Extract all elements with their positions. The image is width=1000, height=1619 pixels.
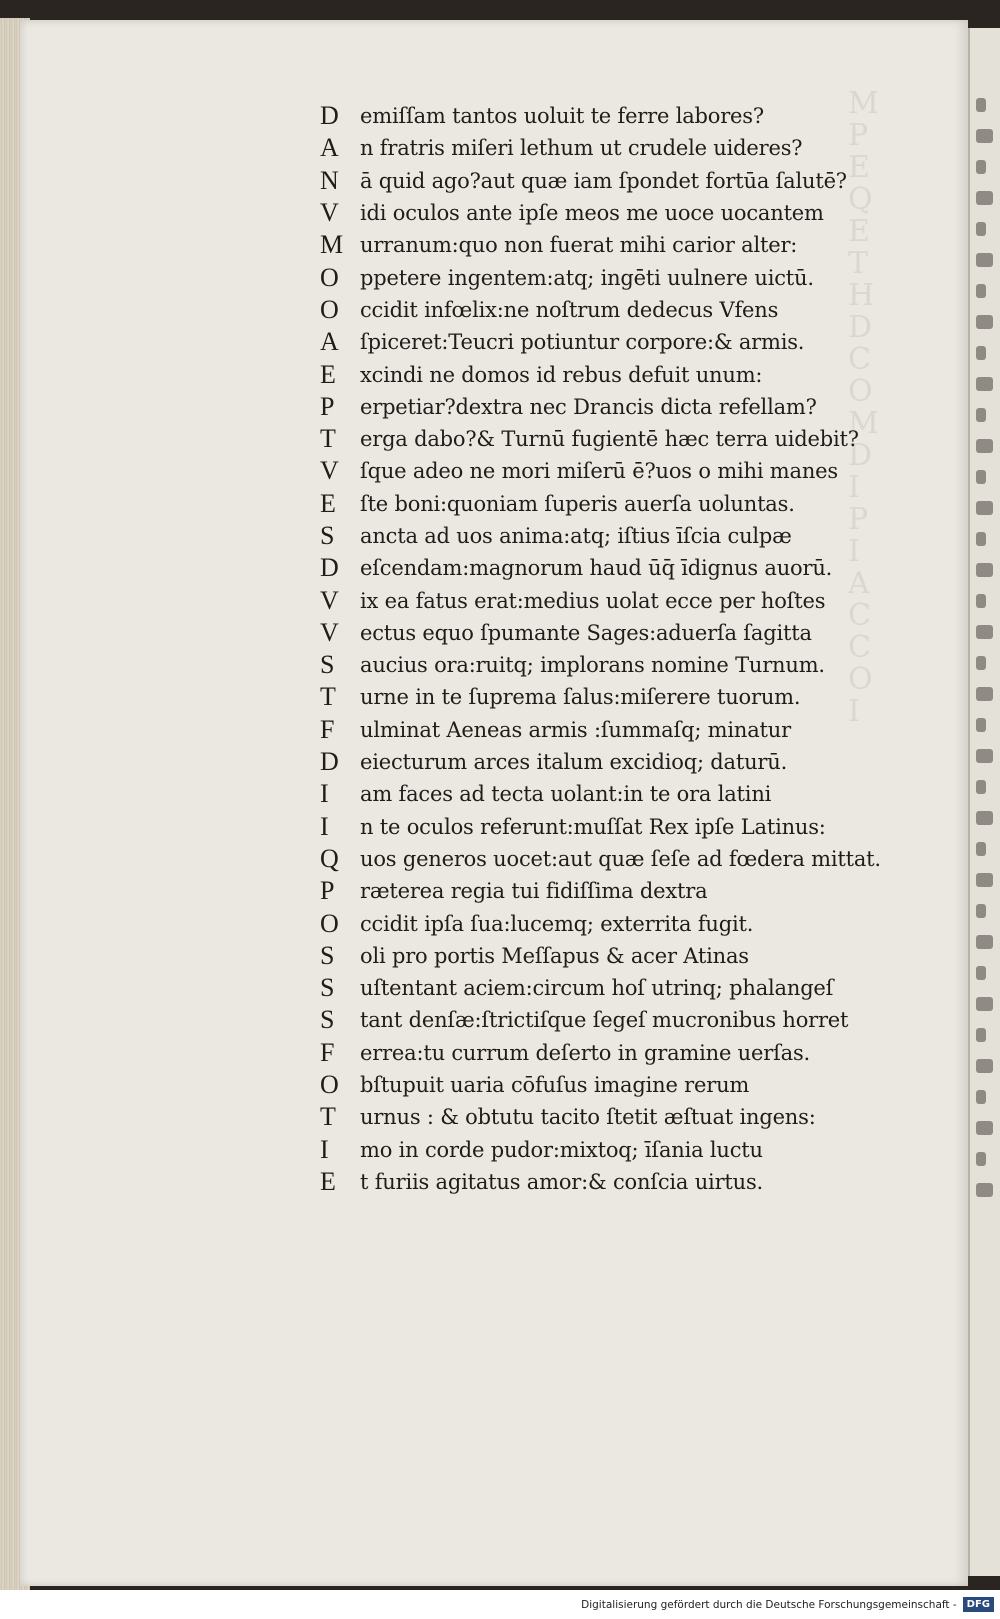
adjacent-page-fragment xyxy=(976,625,993,639)
adjacent-page-fragment xyxy=(976,160,986,174)
verse-initial: P xyxy=(320,876,335,906)
verse-text: emiſſam tantos uoluit te ferre labores? xyxy=(360,104,764,129)
verse-text: ſque adeo ne mori miſerū ē?uos o mihi manes xyxy=(360,459,838,484)
verse-line xyxy=(320,455,880,487)
verse-text: ccidit ipſa ſua:lucemq; exterrita fugit. xyxy=(360,911,754,936)
adjacent-page-fragment xyxy=(976,904,986,918)
verse-initial: A xyxy=(320,327,339,357)
verse-text: ix ea fatus erat:medius uolat ecce per hoſtes xyxy=(360,588,826,613)
adjacent-page-fragment xyxy=(976,439,993,453)
adjacent-page-fragment xyxy=(976,687,993,701)
verse-initial: D xyxy=(320,747,339,777)
adjacent-page-fragment xyxy=(976,563,993,577)
verse-initial: A xyxy=(320,133,339,163)
book-page xyxy=(20,20,968,1586)
verse-line xyxy=(320,229,880,261)
adjacent-page-fragment xyxy=(976,408,986,422)
verse-line xyxy=(320,1037,880,1069)
adjacent-page-fragment xyxy=(976,129,993,143)
footer-bar xyxy=(0,1590,1000,1619)
verse-text: ppetere ingentem:atq; ingēti uulnere uictū. xyxy=(360,265,814,290)
dfg-logo: DFG xyxy=(963,1597,994,1612)
adjacent-page-fragment xyxy=(976,997,993,1011)
verse-line xyxy=(320,1166,880,1198)
verse-line xyxy=(320,681,880,713)
verse-line xyxy=(320,811,880,843)
verse-line xyxy=(320,1101,880,1133)
verse-line xyxy=(320,843,880,875)
verse-text: erga dabo?& Turnū fugientē hæc terra uidebit? xyxy=(360,427,859,452)
verse-initial: N xyxy=(320,165,339,195)
verse-line xyxy=(320,294,880,326)
adjacent-page-fragment xyxy=(976,1152,986,1166)
verse-initial: O xyxy=(320,908,339,938)
verse-text: uos generos uocet:aut quæ ſeſe ad fœdera mittat. xyxy=(360,846,881,871)
verse-initial: M xyxy=(320,230,344,260)
adjacent-page-fragment xyxy=(976,1028,986,1042)
verse-text: ræterea regia tui fidiſſima dextra xyxy=(360,879,708,904)
adjacent-page-fragment xyxy=(976,656,986,670)
show-through-text: M P E Q E T H D C O M D I P I A C C O I xyxy=(848,86,879,729)
verse-line xyxy=(320,261,880,293)
verse-line xyxy=(320,746,880,778)
verse-text: ſpiceret:Teucri potiuntur corpore:& armis. xyxy=(360,330,805,355)
adjacent-page-fragment xyxy=(976,718,986,732)
adjacent-page-fragment xyxy=(976,284,986,298)
adjacent-page-fragment xyxy=(976,346,986,360)
verse-line xyxy=(320,1004,880,1036)
verse-line xyxy=(320,326,880,358)
verse-initial: T xyxy=(320,424,336,454)
verse-initial: I xyxy=(320,779,329,809)
verse-text: ectus equo ſpumante Sages:aduerſa ſagitta xyxy=(360,620,812,645)
verse-block xyxy=(320,100,880,1198)
verse-text: n fratris miſeri lethum ut crudele uideres? xyxy=(360,136,803,161)
verse-line xyxy=(320,714,880,746)
verse-line xyxy=(320,552,880,584)
verse-initial: O xyxy=(320,294,339,324)
verse-text: ā quid ago?aut quæ iam ſpondet fortūa ſalutē? xyxy=(360,168,847,193)
verse-initial: O xyxy=(320,262,339,292)
adjacent-page-fragment xyxy=(976,1183,993,1197)
verse-text: ancta ad uos anima:atq; iſtius īſcia culpæ xyxy=(360,524,792,548)
verse-line xyxy=(320,778,880,810)
verse-line xyxy=(320,100,880,132)
verse-text: am faces ad tecta uolant:in te ora latini xyxy=(360,782,772,807)
verse-initial: S xyxy=(320,521,335,550)
verse-text: mo in corde pudor:mixtoq; īſania luctu xyxy=(360,1137,763,1162)
verse-text: tant denſæ:ſtrictiſque ſegeſ mucronibus horret xyxy=(360,1008,849,1033)
adjacent-page-fragment xyxy=(976,377,993,391)
verse-line xyxy=(320,132,880,164)
verse-line xyxy=(320,907,880,939)
verse-line xyxy=(320,391,880,423)
verse-line xyxy=(320,423,880,455)
verse-line xyxy=(320,649,880,681)
adjacent-page-fragment xyxy=(976,532,986,546)
verse-line xyxy=(320,1134,880,1166)
verse-text: ccidit infœlix:ne noſtrum dedecus Vfens xyxy=(360,297,779,322)
adjacent-page-fragment xyxy=(976,470,986,484)
verse-text: aucius ora:ruitq; implorans nomine Turnum. xyxy=(360,653,825,678)
adjacent-page-edge xyxy=(968,28,1000,1576)
verse-text: urne in te ſuprema ſalus:miſerere tuorum. xyxy=(360,685,801,710)
verse-line xyxy=(320,940,880,972)
verse-initial: T xyxy=(320,1102,336,1132)
verse-line xyxy=(320,165,880,197)
verse-initial: V xyxy=(320,617,339,647)
verse-line xyxy=(320,1069,880,1101)
verse-initial: E xyxy=(320,359,336,389)
verse-initial: V xyxy=(320,198,339,228)
verse-initial: S xyxy=(320,650,335,680)
verse-line xyxy=(320,875,880,907)
verse-text: urranum:quo non fuerat mihi carior alter: xyxy=(360,233,798,258)
adjacent-page-fragment xyxy=(976,966,986,980)
adjacent-page-fragment xyxy=(976,842,986,856)
verse-initial: T xyxy=(320,682,336,712)
verse-initial: V xyxy=(320,456,339,486)
verse-initial: S xyxy=(320,940,335,970)
adjacent-page-fragment xyxy=(976,1090,986,1104)
adjacent-page-fragment xyxy=(976,780,986,794)
adjacent-page-fragment xyxy=(976,98,986,112)
adjacent-page-fragment xyxy=(976,315,993,329)
verse-initial: V xyxy=(320,585,339,615)
verse-line xyxy=(320,584,880,616)
verse-line xyxy=(320,358,880,390)
verse-initial: E xyxy=(320,488,336,518)
adjacent-page-fragment xyxy=(976,935,993,949)
adjacent-page-fragment xyxy=(976,501,993,515)
verse-text: uſtentant aciem:circum hoſ utrinq; phalangeſ xyxy=(360,976,834,1001)
verse-initial: D xyxy=(320,553,339,583)
verse-initial: E xyxy=(320,1166,336,1196)
verse-text: eiecturum arces italum excidioq; daturū. xyxy=(360,750,788,775)
verse-line xyxy=(320,520,880,552)
verse-text: bſtupuit uaria cōfuſus imagine rerum xyxy=(360,1073,750,1098)
adjacent-page-fragment xyxy=(976,749,993,763)
verse-line xyxy=(320,197,880,229)
verse-text: erpetiar?dextra nec Drancis dicta refellam? xyxy=(360,394,817,419)
verse-text: xcindi ne domos id rebus defuit unum: xyxy=(360,362,763,387)
adjacent-page-fragment xyxy=(976,1121,993,1135)
verse-text: idi oculos ante ipſe meos me uoce uocantem xyxy=(360,201,824,226)
adjacent-page-fragment xyxy=(976,811,993,825)
verse-text: ulminat Aeneas armis :ſummaſq; minatur xyxy=(360,717,791,742)
adjacent-page-fragment xyxy=(976,594,986,608)
adjacent-page-fragment xyxy=(976,191,993,205)
verse-text: errea:tu currum deſerto in gramine uerſas. xyxy=(360,1040,811,1065)
adjacent-page-fragment xyxy=(976,873,993,887)
verse-text: oli pro portis Meſſapus & acer Atinas xyxy=(360,943,749,968)
verse-initial: O xyxy=(320,1070,339,1100)
verse-initial: I xyxy=(320,1134,329,1164)
adjacent-page-fragment xyxy=(976,253,993,267)
verse-line xyxy=(320,972,880,1004)
verse-initial: F xyxy=(320,714,335,744)
verse-initial: D xyxy=(320,101,339,131)
verse-initial: F xyxy=(320,1037,335,1067)
verse-line xyxy=(320,617,880,649)
verse-text: eſcendam:magnorum haud ūq̄ īdignus auorū. xyxy=(360,556,833,581)
verse-text: t furiis agitatus amor:& conſcia uirtus. xyxy=(360,1169,764,1194)
verse-text: n te oculos referunt:muſſat Rex ipſe Latinus: xyxy=(360,814,826,839)
verse-initial: S xyxy=(320,973,335,1003)
funding-credit: Digitalisierung gefördert durch die Deutsche Forschungsgemeinschaft - xyxy=(581,1598,957,1611)
verse-initial: P xyxy=(320,391,335,421)
verse-initial: S xyxy=(320,1005,335,1035)
adjacent-page-fragment xyxy=(976,222,986,236)
verse-line xyxy=(320,488,880,520)
verse-text: urnus : & obtutu tacito ſtetit æſtuat ingens: xyxy=(360,1105,816,1130)
adjacent-page-fragment xyxy=(976,1059,993,1073)
verse-initial: Q xyxy=(320,843,339,873)
verse-text: ſte boni:quoniam ſuperis auerſa uoluntas. xyxy=(360,491,795,516)
verse-initial: I xyxy=(320,811,329,841)
